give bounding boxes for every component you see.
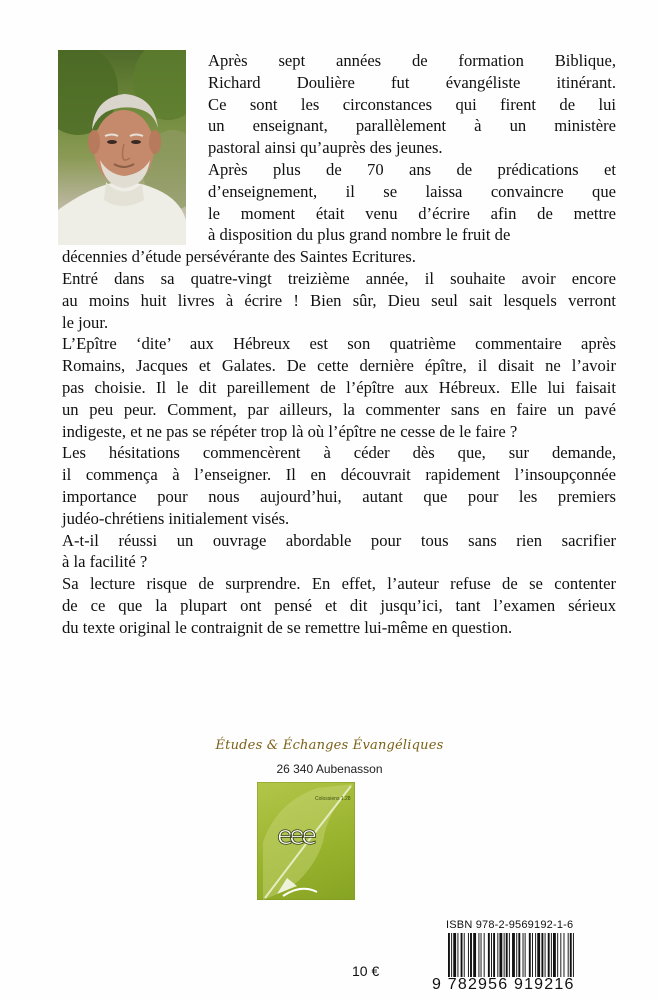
text-line: Après sept années de formation Biblique, bbox=[208, 51, 616, 70]
paragraph bbox=[62, 246, 616, 268]
barcode-bar bbox=[557, 933, 558, 977]
text-line: il commença à l’enseigner. Il en découvrait rapidement l’insoupçonnée bbox=[62, 465, 616, 485]
text-line: Sa lecture risque de surprendre. En effet, l’auteur refuse de se contenter bbox=[62, 574, 616, 594]
price: 10 € bbox=[352, 963, 380, 979]
text-line: le moment était venu d’écrire afin de mettre bbox=[208, 203, 616, 223]
barcode-bar bbox=[493, 933, 495, 977]
barcode-bar bbox=[451, 933, 452, 977]
text-line: à la facilité ? bbox=[62, 552, 148, 572]
text-line: Après plus de 70 ans de prédications et bbox=[208, 159, 616, 179]
barcode-bar bbox=[478, 933, 479, 977]
text-line: Ce sont les circonstances qui firent de lui bbox=[208, 94, 616, 114]
paragraph bbox=[62, 268, 616, 333]
logo-letters: eee bbox=[277, 821, 313, 851]
text-line: Entré dans sa quatre-vingt treizième année, il souhaite avoir encore bbox=[62, 268, 616, 288]
barcode-bar bbox=[457, 933, 458, 977]
barcode-bar bbox=[512, 933, 515, 977]
barcode-bar bbox=[541, 933, 543, 977]
barcode-bar bbox=[518, 933, 520, 977]
text-line: importance pour nous aujourd’hui, autant que pour les premiers bbox=[62, 486, 616, 506]
barcode-bar bbox=[529, 933, 531, 977]
barcode-bar bbox=[470, 933, 472, 977]
barcode-bar bbox=[448, 933, 450, 977]
text-line: indigeste, et ne pas se répéter trop là où l’épître ne cesse de le faire ? bbox=[62, 421, 518, 441]
text-line: d’enseignement, il se laissa convaincre que bbox=[208, 181, 616, 201]
text-line: pastoral ainsi qu’auprès des jeunes. bbox=[208, 138, 443, 158]
barcode-bar bbox=[506, 933, 508, 977]
barcode-bar bbox=[484, 933, 485, 977]
barcode-bar bbox=[491, 933, 492, 977]
barcode-bar bbox=[525, 933, 526, 977]
barcode-bar bbox=[468, 933, 469, 977]
paragraph bbox=[208, 159, 616, 246]
text-line: pas choisie. Il le dit pareillement de l’épître aux Hébreux. Elle lui faisait bbox=[62, 377, 616, 397]
barcode-bar bbox=[453, 933, 456, 977]
text-line: au moins huit livres à écrire ! Bien sûr, Dieu seul sait lesquels verront bbox=[62, 290, 616, 310]
barcode-bar bbox=[497, 933, 498, 977]
text-line: un enseignant, parallèlement à un ministère bbox=[208, 116, 616, 136]
barcode-bar bbox=[461, 933, 463, 977]
barcode-bar bbox=[481, 933, 482, 977]
paragraph bbox=[208, 50, 616, 159]
barcode-bar bbox=[564, 933, 565, 977]
barcode-bar bbox=[553, 933, 556, 977]
barcode-bar bbox=[504, 933, 505, 977]
publisher-name: Études & Échanges Évangéliques bbox=[215, 738, 444, 753]
barcode-bar bbox=[537, 933, 540, 977]
barcode-bar bbox=[509, 933, 510, 977]
barcode-bar bbox=[532, 933, 533, 977]
text-line: Les hésitations commencèrent à céder dès que, sur demande, bbox=[62, 443, 616, 463]
body-text bbox=[62, 50, 616, 639]
text-line: Richard Doulière fut évangéliste itinérant. bbox=[208, 72, 616, 92]
text-line: Romains, Jacques et Galates. De cette dernière épître, il disait ne l’avoir bbox=[62, 356, 616, 376]
text-line: le jour. bbox=[62, 312, 109, 332]
logo-reference: Colossiens 1.28 bbox=[315, 796, 351, 802]
barcode-bar bbox=[523, 933, 524, 977]
text-line: L’Epître ‘dite’ aux Hébreux est son quatrième commentaire après bbox=[62, 334, 616, 354]
text-line: judéo-chrétiens initialement visés. bbox=[62, 508, 290, 528]
barcode-bar bbox=[516, 933, 517, 977]
text-line: décennies d’étude persévérante des Saintes Ecritures. bbox=[62, 247, 416, 267]
publisher-logo bbox=[257, 782, 355, 900]
text-line: un peu peur. Comment, par ailleurs, la commenter sans en faire un pavé bbox=[62, 399, 616, 419]
barcode-bar bbox=[548, 933, 550, 977]
barcode-bar bbox=[545, 933, 546, 977]
publisher-logo-icon bbox=[257, 782, 355, 900]
barcode-bar bbox=[570, 933, 572, 977]
paragraph bbox=[62, 573, 616, 638]
text-line: A-t-il réussi un ouvrage abordable pour tous sans rien sacrifier bbox=[62, 530, 616, 550]
isbn-number: ISBN 978-2-9569192-1-6 bbox=[446, 919, 574, 931]
barcode-bar bbox=[568, 933, 569, 977]
text-line: du texte original le contraignit de se remettre lui-même en question. bbox=[62, 617, 513, 637]
barcode-bar bbox=[573, 933, 574, 977]
barcode-bar bbox=[464, 933, 465, 977]
barcode-bar bbox=[551, 933, 552, 977]
barcode-bar bbox=[560, 933, 561, 977]
barcode-digits: 9 782956 919216 bbox=[432, 976, 575, 993]
barcode-bar bbox=[488, 933, 490, 977]
barcode-bar bbox=[499, 933, 502, 977]
text-line: à disposition du plus grand nombre le fruit de bbox=[208, 225, 511, 245]
paragraph bbox=[62, 333, 616, 442]
publisher-address: 26 340 Aubenasson bbox=[276, 762, 383, 776]
paragraph bbox=[62, 530, 616, 574]
barcode-bar bbox=[535, 933, 536, 977]
text-line: de ce que la plupart ont pensé et dit jusqu’ici, tant l’examen sérieux bbox=[62, 595, 616, 615]
paragraph bbox=[62, 442, 616, 529]
barcode-bar bbox=[473, 933, 476, 977]
